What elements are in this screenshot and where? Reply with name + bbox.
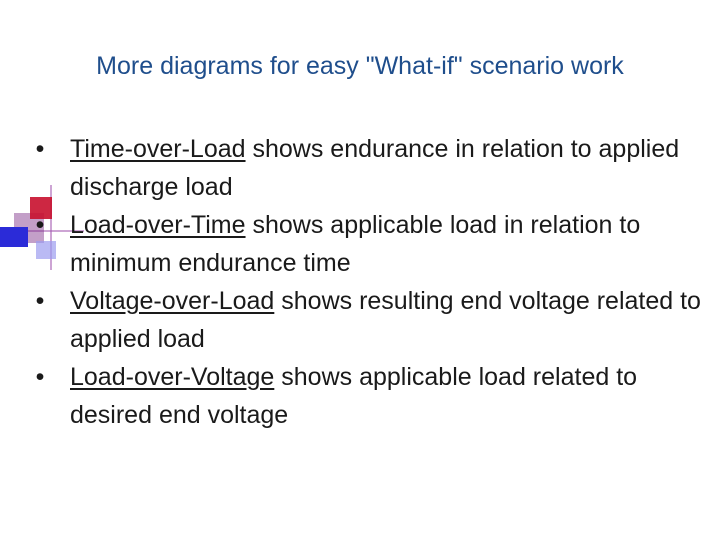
bullet-item [28,282,708,358]
bullet-item [28,358,708,434]
bullet-term: Load-over-Voltage [70,363,275,391]
bullet-text: shows resulting end voltage related to applied load [70,287,701,353]
bullet-item [28,130,708,206]
bullet-term: Time-over-Load [70,135,246,163]
bullet-icon: • [35,363,45,391]
bullet-term: Load-over-Time [70,211,246,239]
slide-title: More diagrams for easy "What-if" scenario work [96,52,624,80]
bullet-text: shows endurance in relation to applied discharge load [70,135,680,201]
bullet-text: shows applicable load in relation to minimum endurance time [70,211,641,277]
bullet-term: Voltage-over-Load [70,287,275,315]
bullet-icon: • [35,135,45,163]
bullet-list [28,130,708,434]
bullet-icon: • [35,211,45,239]
bullet-text: shows applicable load related to desired end voltage [70,363,638,429]
decor-blue-square [0,227,28,247]
bullet-icon: • [35,287,45,315]
bullet-item [28,206,708,282]
